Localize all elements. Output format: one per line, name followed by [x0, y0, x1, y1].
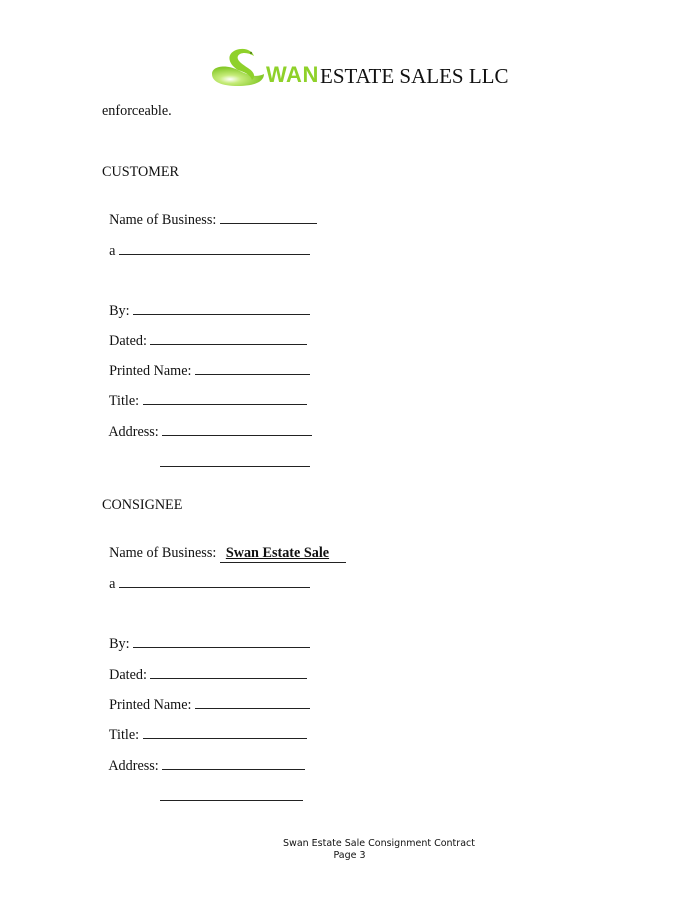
continuation-text: enforceable.: [102, 103, 172, 119]
consignee-a-row: [102, 557, 310, 593]
field-label: Printed Name:: [109, 697, 192, 713]
company-name: ESTATE SALES LLC: [320, 64, 509, 88]
field-label: Name of Business:: [109, 212, 217, 228]
customer-title-field[interactable]: [143, 392, 307, 405]
customer-address-row-2: [153, 436, 310, 472]
customer-address-field-1[interactable]: [162, 423, 312, 436]
field-label: Name of Business:: [109, 545, 217, 561]
consignee-address-field-1[interactable]: [162, 757, 305, 770]
consignee-heading: CONSIGNEE: [102, 497, 183, 513]
field-label: Address:: [108, 424, 159, 440]
field-label: Title:: [108, 393, 140, 409]
customer-heading: CUSTOMER: [102, 164, 179, 180]
company-header: [208, 44, 528, 92]
customer-a-field[interactable]: [119, 242, 310, 255]
footer-title: Swan Estate Sale Consignment Contract: [283, 838, 475, 849]
consignee-title-field[interactable]: [143, 726, 307, 739]
field-label: By:: [109, 303, 130, 319]
field-label: By:: [109, 636, 130, 652]
logo-wordmark: WAN: [266, 62, 319, 87]
footer-page-number: Page 3: [333, 850, 366, 861]
field-label: Dated:: [109, 667, 147, 683]
field-label: Dated:: [109, 333, 147, 349]
consignee-address-field-2[interactable]: [160, 788, 303, 801]
consignee-a-field[interactable]: [119, 575, 310, 588]
customer-address-field-2[interactable]: [160, 454, 310, 467]
field-label: a: [109, 243, 116, 259]
customer-name-of-business-field[interactable]: [220, 211, 317, 224]
consignee-address-row-2: [153, 770, 303, 806]
customer-a-row: [102, 224, 310, 260]
field-label: Title:: [108, 727, 140, 743]
field-label: Address:: [108, 758, 159, 774]
consignee-business-name-value: Swan Estate Sale: [225, 545, 330, 561]
swan-logo-icon: [208, 44, 268, 88]
field-label: a: [109, 576, 116, 592]
consignee-by-signature-field[interactable]: [133, 635, 310, 648]
field-label: Printed Name:: [109, 363, 192, 379]
